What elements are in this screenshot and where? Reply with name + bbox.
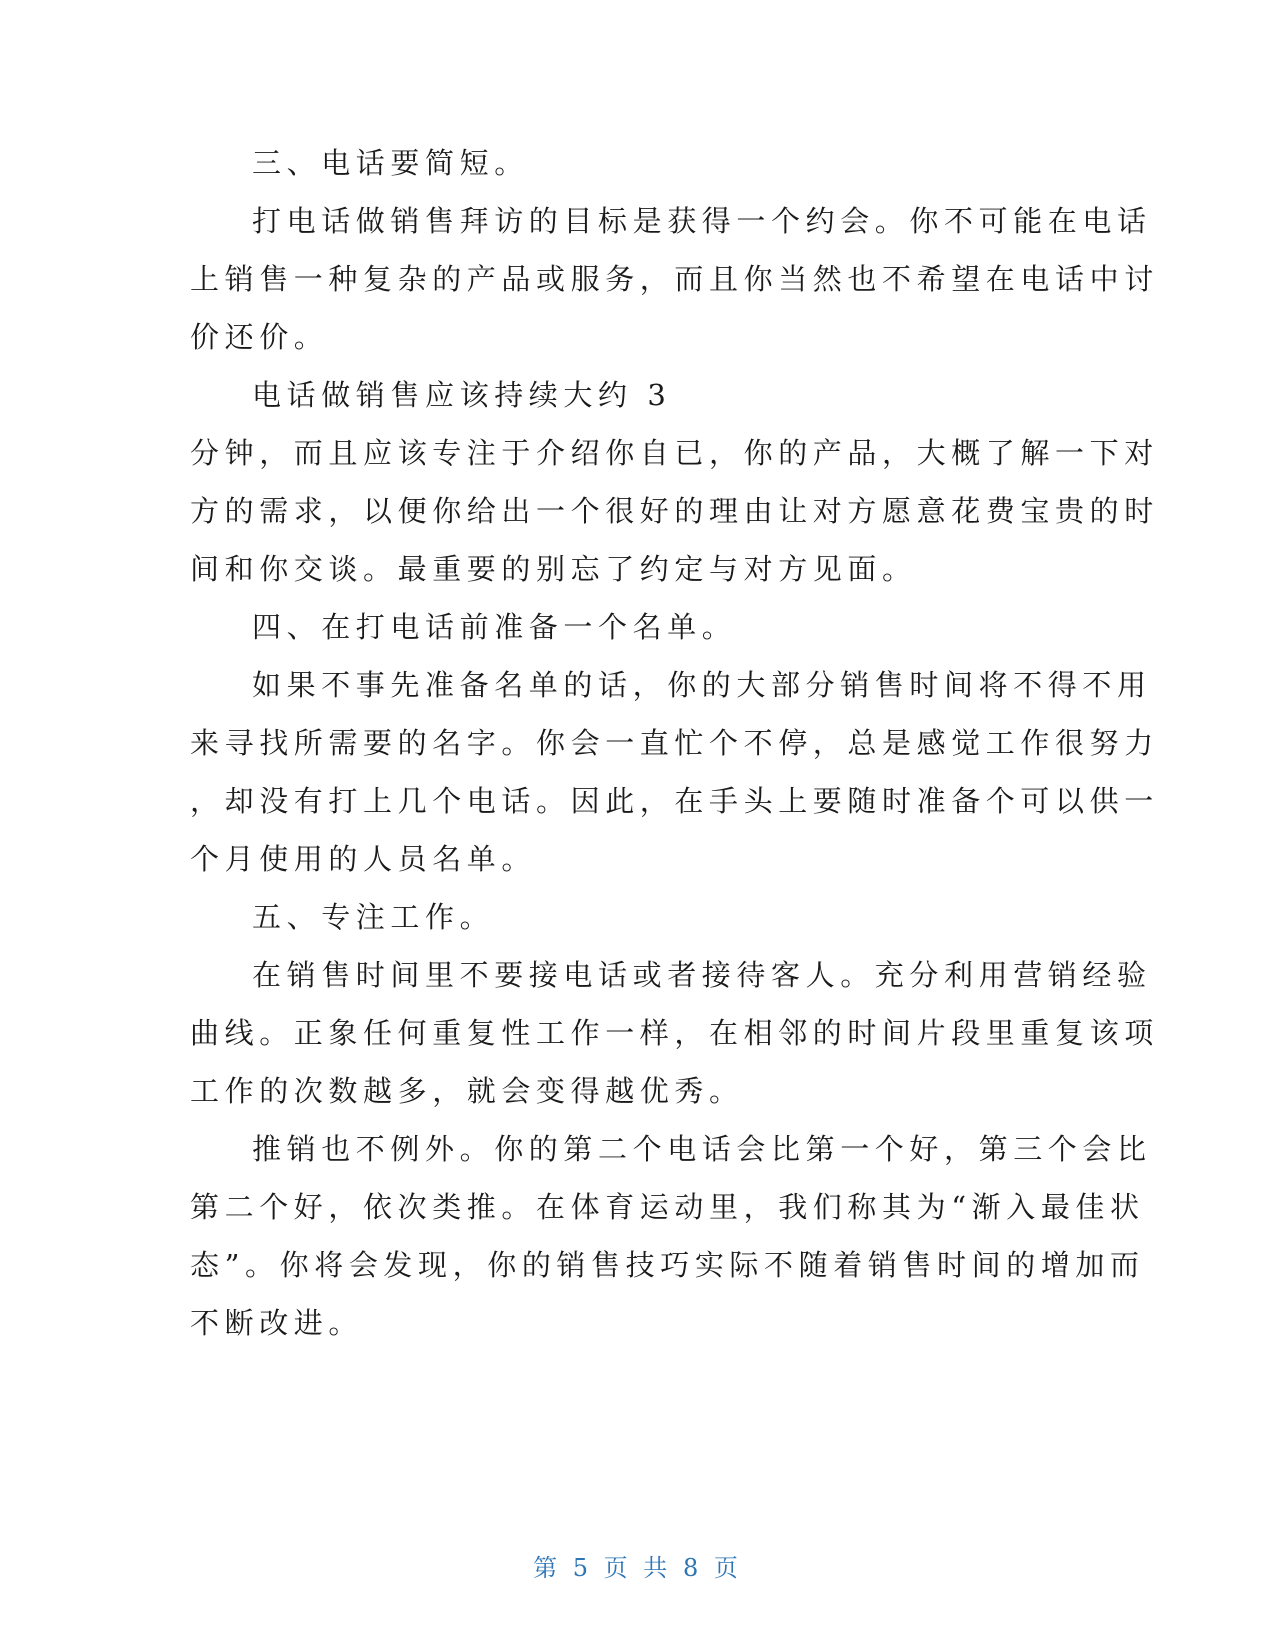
paragraph-line: 分钟，而且应该专注于介绍你自已，你的产品，大概了解一下对 [190, 436, 1159, 470]
paragraph-line: 电话做销售应该持续大约 3 [252, 378, 672, 412]
paragraph-line: 来寻找所需要的名字。你会一直忙个不停，总是感觉工作很努力 [190, 726, 1159, 760]
paragraph-line: 第二个好，依次类推。在体育运动里，我们称其为“渐入最佳状 [190, 1190, 1145, 1224]
heading-4: 四、在打电话前准备一个名单。 [252, 610, 737, 644]
paragraph-line: 打电话做销售拜访的目标是获得一个约会。你不可能在电话 [252, 204, 1152, 238]
heading-3: 三、电话要简短。 [252, 146, 529, 180]
paragraph-line: 如果不事先准备名单的话，你的大部分销售时间将不得不用 [252, 668, 1152, 702]
paragraph-line: 不断改进。 [190, 1306, 364, 1340]
paragraph-line: 上销售一种复杂的产品或服务，而且你当然也不希望在电话中讨 [190, 262, 1159, 296]
heading-5: 五、专注工作。 [252, 900, 495, 934]
paragraph-line: 方的需求，以便你给出一个很好的理由让对方愿意花费宝贵的时 [190, 494, 1159, 528]
paragraph-line: 推销也不例外。你的第二个电话会比第一个好，第三个会比 [252, 1132, 1152, 1166]
paragraph-line: 曲线。正象任何重复性工作一样，在相邻的时间片段里重复该项 [190, 1016, 1159, 1050]
paragraph-line: 态”。你将会发现，你的销售技巧实际不随着销售时间的增加而 [190, 1248, 1145, 1282]
paragraph-line: 间和你交谈。最重要的别忘了约定与对方见面。 [190, 552, 917, 586]
paragraph-line: 价还价。 [190, 320, 329, 354]
paragraph-line: 个月使用的人员名单。 [190, 842, 537, 876]
page-number-footer: 第 5 页 共 8 页 [533, 1554, 742, 1582]
paragraph-line: ，却没有打上几个电话。因此，在手头上要随时准备个可以供一 [190, 784, 1159, 818]
paragraph-line: 工作的次数越多，就会变得越优秀。 [190, 1074, 744, 1108]
paragraph-line: 在销售时间里不要接电话或者接待客人。充分利用营销经验 [252, 958, 1152, 992]
